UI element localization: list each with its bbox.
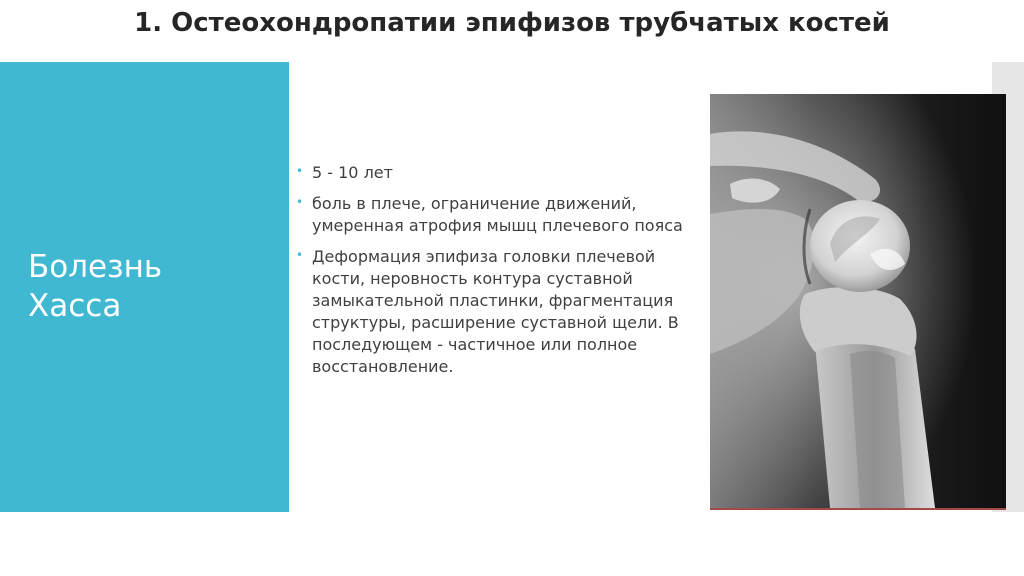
- image-underline: [710, 508, 1006, 510]
- bullet-text: Деформация эпифиза головки плечевой кости, неровность контура суставной замыкательной пластинки, фрагментация структуры, расширение суставной щели. В последующем - частичное или полное восстановление.: [312, 247, 679, 376]
- slide-title: 1. Остеохондропатии эпифизов трубчатых костей: [134, 8, 890, 38]
- title-panel: [0, 62, 289, 512]
- bullet-text: 5 - 10 лет: [312, 163, 393, 182]
- bullet-item-findings: [294, 246, 684, 378]
- bullet-item-symptoms: [294, 193, 684, 237]
- panel-heading-line-2: Хасса: [28, 288, 122, 324]
- bullet-item-age: [294, 162, 684, 184]
- bullet-dot-icon: •: [296, 195, 304, 209]
- panel-heading-line-1: Болезнь: [28, 249, 163, 285]
- bullet-dot-icon: •: [296, 164, 304, 178]
- shoulder-xray-image: [710, 94, 1006, 508]
- bullet-text: боль в плече, ограничение движений, умеренная атрофия мышц плечевого пояса: [312, 194, 683, 235]
- panel-heading: [28, 248, 268, 326]
- bullet-list: [294, 162, 684, 387]
- xray-illustration: [710, 94, 1006, 508]
- bullet-dot-icon: •: [296, 248, 304, 262]
